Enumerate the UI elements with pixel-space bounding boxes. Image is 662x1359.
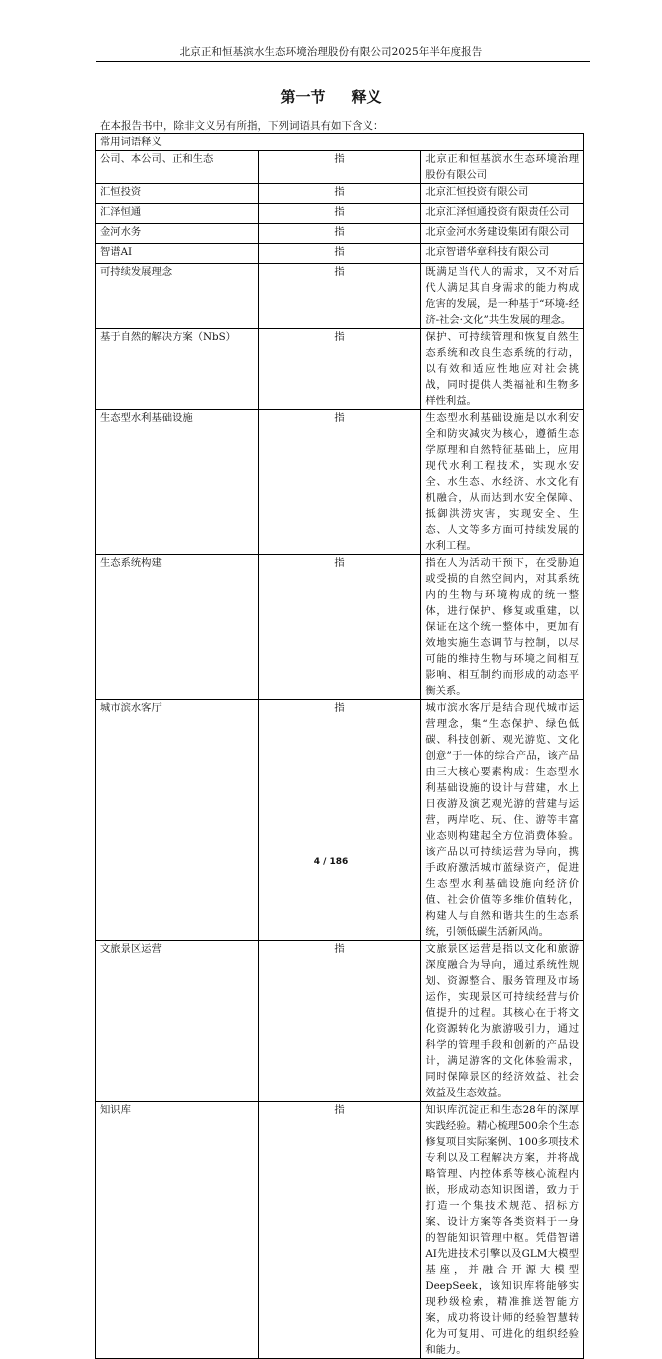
term-cell: 可持续发展理念 [96,264,259,329]
definition-cell: 既满足当代人的需求，又不对后代人满足其自身需求的能力构成危害的发展，是一种基于“环境-经济-社会·文化”共生发展的理念。 [421,264,584,329]
definition-cell: 北京金河水务建设集团有限公司 [421,224,584,244]
page-number: 4 / 186 [313,857,349,867]
definition-cell: 北京汇泽恒通投资有限责任公司 [421,204,584,224]
table-row [96,1102,584,1359]
table-row [96,410,584,555]
table-row [96,204,584,224]
ref-cell: 指 [258,941,421,1102]
intro-text: 在本报告书中，除非文义另有所指，下列词语具有如下含义： [100,120,384,132]
ref-cell: 指 [258,224,421,244]
table-row [96,224,584,244]
term-cell: 基于自然的解决方案（NbS） [96,329,259,410]
ref-cell: 指 [258,264,421,329]
table-caption-row [96,134,584,151]
ref-cell: 指 [258,204,421,224]
term-cell: 汇泽恒通 [96,204,259,224]
term-cell: 汇恒投资 [96,184,259,204]
term-cell: 生态型水利基础设施 [96,410,259,555]
term-cell: 知识库 [96,1102,259,1359]
definition-cell: 指在人为活动干预下，在受胁迫或受损的自然空间内，对其系统内的生物与环境构成的统一整体，进行保护、修复或重建，以保证在这个统一整体中，更加有效地实施生态调节与控制，以尽可能的维持生物与环境之间相互影响、相互制约而形成的动态平衡关系。 [421,555,584,700]
definition-cell: 北京汇恒投资有限公司 [421,184,584,204]
definition-cell: 北京智谱华章科技有限公司 [421,244,584,264]
running-header: 北京正和恒基滨水生态环境治理股份有限公司2025年半年度报告 [179,46,483,58]
section-name: 释义 [351,88,382,106]
ref-cell: 指 [258,700,421,941]
definition-cell: 保护、可持续管理和恢复自然生态系统和改良生态系统的行动，以有效和适应性地应对社会挑战，同时提供人类福祉和生物多样性利益。 [421,329,584,410]
term-cell: 城市滨水客厅 [96,700,259,941]
ref-cell: 指 [258,1102,421,1359]
section-number: 第一节 [280,88,326,106]
table-row [96,700,584,941]
table-row [96,329,584,410]
ref-cell: 指 [258,410,421,555]
definition-cell: 北京正和恒基滨水生态环境治理股份有限公司 [421,151,584,184]
table-row [96,264,584,329]
table-row [96,555,584,700]
table-row [96,244,584,264]
definition-cell: 生态型水利基础设施是以水利安全和防灾减灾为核心，遵循生态学原理和自然特征基础上，应用现代水利工程技术，实现水安全、水生态、水经济、水文化有机融合，从而达到水安全保障、抵御洪涝灾害，实现安全、生态、人文等多方面可持续发展的水利工程。 [421,410,584,555]
term-cell: 文旅景区运营 [96,941,259,1102]
page-title [0,86,662,107]
ref-cell: 指 [258,151,421,184]
definition-cell: 知识库沉淀正和生态28年的深厚实践经验。精心梳理500余个生态修复项目实际案例、100多项技术专利以及工程解决方案，并将战略管理、内控体系等核心流程内嵌，形成动态知识图谱，致力于打造一个集技术规范、招标方案、设计方案等各类资料于一身的智能知识管理中枢。凭借智谱AI先进技术引擎以及GLM大模型基座，并融合开源大模型DeepSeek，该知识库将能够实现秒级检索，精准推送智能方案，成功将设计师的经验智慧转化为可复用、可进化的组织经验和能力。 [421,1102,584,1359]
table-row [96,941,584,1102]
ref-cell: 指 [258,184,421,204]
definitions-table [95,133,584,1359]
header-divider [96,61,590,62]
term-cell: 金河水务 [96,224,259,244]
ref-cell: 指 [258,244,421,264]
term-cell: 生态系统构建 [96,555,259,700]
table-row [96,184,584,204]
definition-cell: 城市滨水客厅是结合现代城市运营理念，集“生态保护、绿色低碳、科技创新、观光游览、文化创意”于一体的综合产品，该产品由三大核心要素构成：生态型水利基础设施的设计与营建，水上日夜游及演艺观光游的营建与运营，两岸吃、玩、住、游等丰富业态则构建起全方位消费体验。该产品以可持续运营为导向，携手政府激活城市蓝绿资产，促进生态型水利基础设施向经济价值、社会价值等多维价值转化，构建人与自然和谐共生的生态系统，引领低碳生活新风尚。 [421,700,584,941]
table-caption: 常用词语释义 [96,134,584,151]
table-row [96,151,584,184]
term-cell: 公司、本公司、正和生态 [96,151,259,184]
term-cell: 智谱AI [96,244,259,264]
ref-cell: 指 [258,555,421,700]
definition-cell: 文旅景区运营是指以文化和旅游深度融合为导向，通过系统性规划、资源整合、服务管理及市场运作，实现景区可持续经营与价值提升的过程。其核心在于将文化资源转化为旅游吸引力，通过科学的管理手段和创新的产品设计，满足游客的文化体验需求，同时保障景区的经济效益、社会效益及生态效益。 [421,941,584,1102]
ref-cell: 指 [258,329,421,410]
